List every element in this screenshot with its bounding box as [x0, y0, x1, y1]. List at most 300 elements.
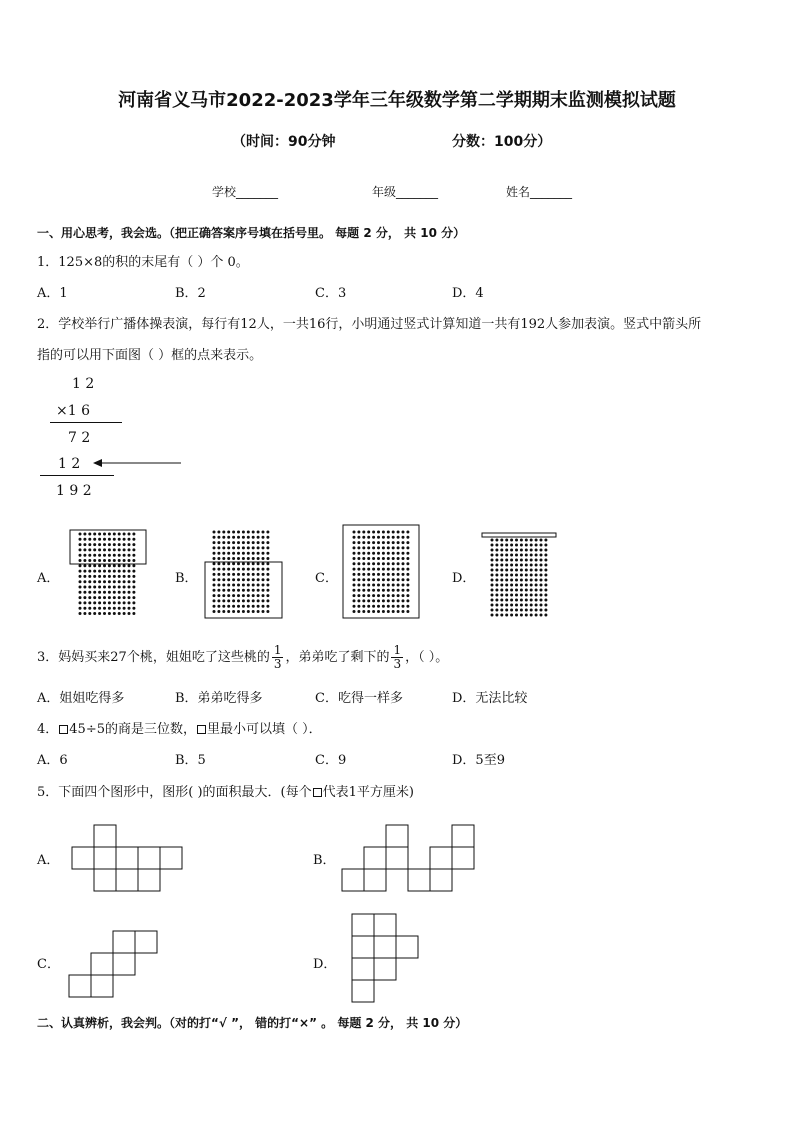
dot: [362, 546, 365, 549]
dot: [257, 541, 260, 544]
dot: [520, 604, 523, 607]
q3-text-post: ，（ ）。: [405, 650, 449, 665]
dot: [530, 569, 533, 572]
dot: [525, 579, 528, 582]
dot: [500, 584, 503, 587]
dot: [103, 580, 106, 583]
dot: [213, 584, 216, 587]
dot: [93, 607, 96, 610]
dot: [377, 584, 380, 587]
dot: [530, 579, 533, 582]
dot: [257, 584, 260, 587]
dot: [247, 594, 250, 597]
dot: [88, 570, 91, 573]
q5-option-b[interactable]: B．: [313, 853, 336, 868]
dot: [530, 589, 533, 592]
dot: [93, 591, 96, 594]
dot: [387, 589, 390, 592]
dot: [88, 607, 91, 610]
dot: [397, 568, 400, 571]
grid-shape-d: [351, 913, 421, 1005]
dot: [387, 594, 390, 597]
dot: [213, 562, 216, 565]
unit-cell: [374, 936, 396, 958]
q3-option-a[interactable]: A．姐姐吃得多: [37, 691, 125, 706]
dot: [362, 552, 365, 555]
dot: [213, 573, 216, 576]
q2-option-b[interactable]: B．: [175, 571, 198, 586]
dot: [118, 580, 121, 583]
dot: [98, 538, 101, 541]
dot: [382, 546, 385, 549]
dot: [535, 569, 538, 572]
dot: [79, 543, 82, 546]
dot: [103, 612, 106, 615]
dot: [491, 569, 494, 572]
q2-option-a[interactable]: A．: [37, 571, 60, 586]
dot: [262, 605, 265, 608]
dot: [232, 568, 235, 571]
dot: [520, 539, 523, 542]
dot: [222, 578, 225, 581]
dot: [98, 612, 101, 615]
exam-time: （时间：90分钟: [232, 134, 336, 150]
dot: [252, 573, 255, 576]
dot: [495, 544, 498, 547]
dot: [544, 584, 547, 587]
dot: [397, 605, 400, 608]
dot: [353, 531, 356, 534]
dot: [262, 568, 265, 571]
dot: [544, 544, 547, 547]
dot: [510, 544, 513, 547]
dot: [266, 546, 269, 549]
dot: [353, 541, 356, 544]
dot: [387, 605, 390, 608]
dot: [222, 573, 225, 576]
q4-option-b[interactable]: B．5: [175, 753, 206, 768]
dot: [505, 599, 508, 602]
dot: [213, 546, 216, 549]
dot: [98, 591, 101, 594]
dot: [123, 533, 126, 536]
dot: [132, 601, 135, 604]
dot: [387, 573, 390, 576]
dot: [88, 580, 91, 583]
dot: [237, 589, 240, 592]
dot: [377, 562, 380, 565]
dot: [382, 589, 385, 592]
grid-shape-c: [68, 930, 160, 1000]
dot: [262, 546, 265, 549]
dot: [128, 570, 131, 573]
dot: [520, 579, 523, 582]
dot: [113, 570, 116, 573]
dot: [113, 601, 116, 604]
dot: [495, 574, 498, 577]
dot: [402, 546, 405, 549]
dot: [118, 596, 121, 599]
dot: [540, 569, 543, 572]
calc-divider-2: [40, 475, 114, 476]
unit-cell: [91, 975, 113, 997]
dot: [510, 569, 513, 572]
dot: [98, 548, 101, 551]
dot: [491, 594, 494, 597]
dot: [515, 594, 518, 597]
dot: [217, 568, 220, 571]
q3-option-b[interactable]: B．弟弟吃得多: [175, 691, 263, 706]
dot: [232, 594, 235, 597]
dot: [387, 531, 390, 534]
dot: [500, 609, 503, 612]
dot: [382, 557, 385, 560]
dot: [79, 580, 82, 583]
dot: [367, 568, 370, 571]
unit-cell: [364, 869, 386, 891]
section-2-heading: 二、认真辨析，我会判。（对的打“√ ”， 错的打“×” 。 每题 2 分， 共 10 分）: [37, 1016, 468, 1030]
dot: [387, 610, 390, 613]
q3-option-c[interactable]: C．吃得一样多: [315, 691, 403, 706]
q3-option-d[interactable]: D．无法比较: [452, 691, 528, 706]
dot: [362, 568, 365, 571]
dot: [372, 594, 375, 597]
dot: [491, 614, 494, 617]
dot: [491, 604, 494, 607]
q1-option-d[interactable]: D．4: [452, 286, 484, 301]
name-field[interactable]: 姓名_______: [506, 185, 573, 199]
school-field[interactable]: 学校_______: [212, 185, 279, 199]
dot: [500, 579, 503, 582]
dot: [392, 605, 395, 608]
dot: [242, 531, 245, 534]
dot: [266, 541, 269, 544]
dot: [535, 599, 538, 602]
dot: [113, 548, 116, 551]
dot: [103, 570, 106, 573]
dot: [222, 568, 225, 571]
dot: [266, 594, 269, 597]
dot: [128, 591, 131, 594]
dot: [123, 570, 126, 573]
unit-cell: [364, 847, 386, 869]
dot: [108, 559, 111, 562]
dot: [93, 601, 96, 604]
dot: [222, 589, 225, 592]
dot: [222, 610, 225, 613]
dot: [227, 541, 230, 544]
dot: [123, 559, 126, 562]
dot: [510, 604, 513, 607]
dot: [222, 557, 225, 560]
dot: [247, 573, 250, 576]
dot: [406, 552, 409, 555]
dot: [406, 578, 409, 581]
dot: [515, 554, 518, 557]
dot: [98, 533, 101, 536]
dot: [247, 552, 250, 555]
dot: [397, 557, 400, 560]
dot: [98, 580, 101, 583]
dot: [544, 599, 547, 602]
dot: [520, 599, 523, 602]
dot: [98, 601, 101, 604]
dot: [266, 589, 269, 592]
dot-array-b: [204, 528, 284, 620]
dot: [362, 594, 365, 597]
dot: [83, 586, 86, 589]
unit-cell: [72, 847, 94, 869]
q1-option-c[interactable]: C．3: [315, 286, 347, 301]
dot: [353, 589, 356, 592]
dot: [242, 589, 245, 592]
dot: [232, 599, 235, 602]
dot: [491, 584, 494, 587]
dot: [213, 605, 216, 608]
unit-square-icon: [313, 788, 322, 797]
dot: [262, 541, 265, 544]
highlight-frame-c: [343, 525, 419, 618]
dot: [232, 573, 235, 576]
dot: [505, 614, 508, 617]
dot: [387, 536, 390, 539]
dot: [103, 554, 106, 557]
dot: [500, 589, 503, 592]
dot: [362, 599, 365, 602]
dot: [382, 594, 385, 597]
dot: [113, 612, 116, 615]
dot: [505, 609, 508, 612]
dot: [237, 552, 240, 555]
dot: [362, 562, 365, 565]
dot: [98, 559, 101, 562]
dot: [237, 610, 240, 613]
dot: [266, 584, 269, 587]
dot: [515, 609, 518, 612]
dot: [222, 541, 225, 544]
dot: [247, 541, 250, 544]
dot: [377, 594, 380, 597]
unit-cell: [138, 869, 160, 891]
dot: [113, 607, 116, 610]
dot: [406, 562, 409, 565]
dot: [495, 594, 498, 597]
dot: [79, 591, 82, 594]
unit-cell: [430, 869, 452, 891]
dot: [118, 533, 121, 536]
dot: [367, 531, 370, 534]
dot: [540, 594, 543, 597]
dot: [266, 552, 269, 555]
dot: [118, 575, 121, 578]
dot: [88, 533, 91, 536]
dot: [510, 539, 513, 542]
dot-array-c: [342, 524, 422, 620]
dot: [242, 546, 245, 549]
dot: [79, 570, 82, 573]
dot: [387, 562, 390, 565]
dot: [505, 554, 508, 557]
grade-field[interactable]: 年级_______: [372, 185, 439, 199]
dot: [118, 543, 121, 546]
dot: [108, 596, 111, 599]
dot: [495, 604, 498, 607]
dot: [242, 568, 245, 571]
dot: [98, 543, 101, 546]
dot: [98, 596, 101, 599]
dot: [357, 610, 360, 613]
dot: [79, 612, 82, 615]
dot: [108, 564, 111, 567]
unit-cell: [386, 847, 408, 869]
q4-option-d[interactable]: D．5至9: [452, 753, 505, 768]
dot: [530, 599, 533, 602]
unit-cell: [113, 931, 135, 953]
dot: [118, 538, 121, 541]
unit-cell: [452, 847, 474, 869]
unit-cell: [408, 869, 430, 891]
dot: [402, 584, 405, 587]
dot: [406, 546, 409, 549]
q4-option-a[interactable]: A．6: [37, 753, 68, 768]
q4-option-c[interactable]: C．9: [315, 753, 347, 768]
dot: [98, 586, 101, 589]
dot: [113, 596, 116, 599]
dot: [98, 607, 101, 610]
q1-option-b[interactable]: B．2: [175, 286, 206, 301]
q3-text-mid: ，弟弟吃了剩下的: [285, 650, 390, 665]
dot: [103, 538, 106, 541]
dot: [520, 584, 523, 587]
dot: [367, 557, 370, 560]
dot: [242, 610, 245, 613]
dot: [372, 531, 375, 534]
unit-cell: [113, 953, 135, 975]
dot: [406, 599, 409, 602]
dot: [242, 562, 245, 565]
dot: [222, 605, 225, 608]
dot: [402, 573, 405, 576]
dot: [118, 591, 121, 594]
dot: [535, 604, 538, 607]
dot: [262, 552, 265, 555]
dot: [108, 607, 111, 610]
unit-cell: [430, 847, 452, 869]
dot: [83, 543, 86, 546]
q4-text-mid: 45÷5的商是三位数，: [69, 722, 196, 737]
dot: [397, 531, 400, 534]
dot: [505, 579, 508, 582]
dot: [397, 562, 400, 565]
dot: [520, 594, 523, 597]
dot: [88, 564, 91, 567]
dot: [392, 568, 395, 571]
dot: [362, 573, 365, 576]
dot: [515, 574, 518, 577]
unit-cell: [352, 936, 374, 958]
dot: [500, 604, 503, 607]
dot: [377, 578, 380, 581]
dot: [266, 562, 269, 565]
dot: [402, 541, 405, 544]
dot: [262, 562, 265, 565]
dot: [222, 536, 225, 539]
dot: [510, 574, 513, 577]
dot: [510, 594, 513, 597]
dot: [213, 568, 216, 571]
dot: [262, 584, 265, 587]
dot: [103, 591, 106, 594]
dot: [103, 548, 106, 551]
q2-option-c[interactable]: C．: [315, 571, 338, 586]
dot: [93, 533, 96, 536]
unit-cell: [452, 825, 474, 847]
unit-cell: [374, 958, 396, 980]
q5-option-d[interactable]: D．: [313, 957, 337, 972]
dot: [530, 614, 533, 617]
dot: [79, 548, 82, 551]
dot: [108, 612, 111, 615]
dot: [132, 596, 135, 599]
dot: [242, 594, 245, 597]
dot: [222, 552, 225, 555]
dot: [372, 541, 375, 544]
arrow-icon: [93, 457, 183, 469]
dot: [397, 610, 400, 613]
dot: [491, 539, 494, 542]
dot: [128, 538, 131, 541]
dot: [113, 575, 116, 578]
q5-option-a[interactable]: A．: [37, 853, 60, 868]
dot: [544, 549, 547, 552]
question-4: [37, 718, 322, 737]
dot: [367, 584, 370, 587]
dot: [495, 564, 498, 567]
dot: [83, 564, 86, 567]
dot: [113, 538, 116, 541]
dot: [83, 554, 86, 557]
dot: [217, 584, 220, 587]
dot: [217, 594, 220, 597]
q3-text-pre: 3．妈妈买来27个桃，姐姐吃了这些桃的: [37, 650, 270, 665]
q2-option-d[interactable]: D．: [452, 571, 476, 586]
dot: [495, 609, 498, 612]
dot: [103, 596, 106, 599]
page-title: 河南省义马市2022-2023学年三年级数学第二学期期末监测模拟试题: [118, 90, 676, 111]
dot: [510, 579, 513, 582]
q3-fraction-1-numerator: 1: [273, 643, 282, 657]
dot: [252, 552, 255, 555]
dot: [362, 578, 365, 581]
dot: [217, 605, 220, 608]
dot: [505, 589, 508, 592]
question-1: 1．125×8的积的末尾有（ ）个 0。: [37, 255, 249, 270]
dot: [132, 580, 135, 583]
dot: [237, 531, 240, 534]
dot: [500, 574, 503, 577]
dot: [79, 586, 82, 589]
dot: [357, 562, 360, 565]
q5-option-c[interactable]: C．: [37, 957, 60, 972]
exam-score: 分数：100分）: [452, 134, 552, 150]
dot: [357, 584, 360, 587]
dot: [402, 605, 405, 608]
q1-option-a[interactable]: A．1: [37, 286, 68, 301]
question-2-line-1: 2．学校举行广播体操表演，每行有12人，一共16行，小明通过竖式计算知道一共有192人参加表演。竖式中箭头所: [37, 317, 702, 332]
q4-text-post: 里最小可以填（ ）．: [207, 722, 322, 737]
dot: [392, 599, 395, 602]
dot: [525, 589, 528, 592]
